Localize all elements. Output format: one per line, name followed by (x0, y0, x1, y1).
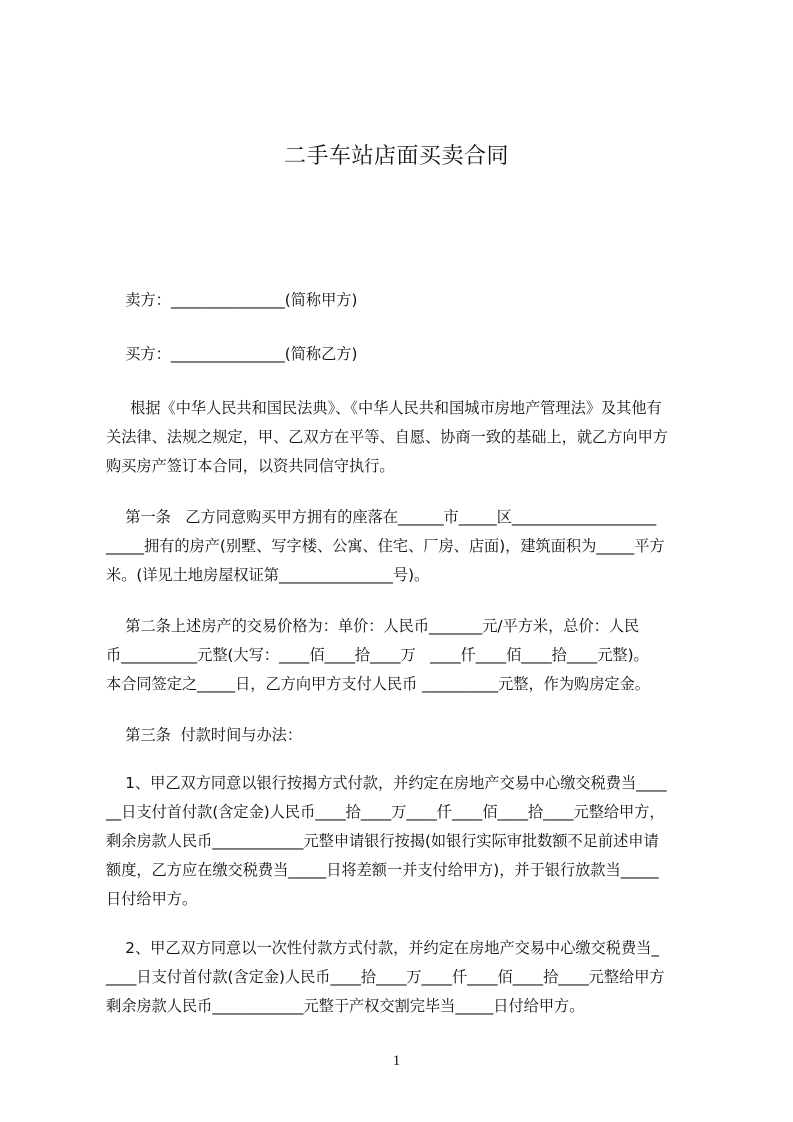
preamble-line-2: 关法律、法规之规定，甲、乙双方在平等、自愿、协商一致的基础上，就乙方向甲方 (106, 428, 668, 446)
clause-1-line-2: __日支付首付款(含定金)人民币____拾____万____仟____佰____拾____元整给甲方， (106, 803, 665, 821)
document-title: 二手车站店面买卖合同 (283, 144, 509, 169)
preamble-line-3: 购买房产签订本合同，以资共同信守执行。 (106, 457, 395, 475)
article-1-line-3: 米。(详见土地房屋权证第_______________号)。 (106, 566, 430, 584)
seller-line: 卖方：_______________(简称甲方) (106, 291, 358, 309)
article-1-line-2: _____拥有的房产(别墅、写字楼、公寓、住宅、厂房、店面)，建筑面积为_____平方 (106, 537, 665, 555)
article-3-heading: 第三条 付款时间与办法： (106, 726, 303, 744)
article-2-line-1: 第二条上述房产的交易价格为：单价：人民币_______元/平方米，总价：人民 (106, 617, 640, 635)
preamble-line-1: 根据《中华人民共和国民法典》、《中华人民共和国城市房地产管理法》及其他有 (106, 399, 662, 417)
article-1-line-1: 第一条 乙方同意购买甲方拥有的座落在______市_____区___________________ (106, 508, 657, 526)
page-number: 1 (392, 1053, 401, 1069)
article-2-line-2: 币__________元整(大写：____佰____拾____万 ____仟____佰____拾____元整)。 (106, 646, 649, 664)
article-2-line-3: 本合同签定之_____日，乙方向甲方支付人民币 __________元整，作为购房定金。 (106, 675, 650, 693)
clause-2-line-3: 剩余房款人民币____________元整于产权交割完毕当_____日付给甲方。 (106, 997, 585, 1015)
clause-1-line-5: 日付给甲方。 (106, 890, 198, 908)
buyer-line: 买方：_______________(简称乙方) (106, 345, 358, 363)
clause-1-line-1: 1、甲乙双方同意以银行按揭方式付款，并约定在房地产交易中心缴交税费当____ (106, 774, 667, 792)
clause-1-line-4: 额度，乙方应在缴交税费当_____日将差额一并支付给甲方)，并于银行放款当_____ (106, 861, 659, 879)
clause-2-line-1: 2、甲乙双方同意以一次性付款方式付款，并约定在房地产交易中心缴交税费当_ (106, 939, 659, 957)
clause-1-line-3: 剩余房款人民币____________元整申请银行按揭(如银行实际审批数额不足前述申请 (106, 832, 659, 850)
clause-2-line-2: ____日支付首付款(含定金)人民币____拾____万____仟____佰____拾____元整给甲方 (106, 968, 665, 986)
